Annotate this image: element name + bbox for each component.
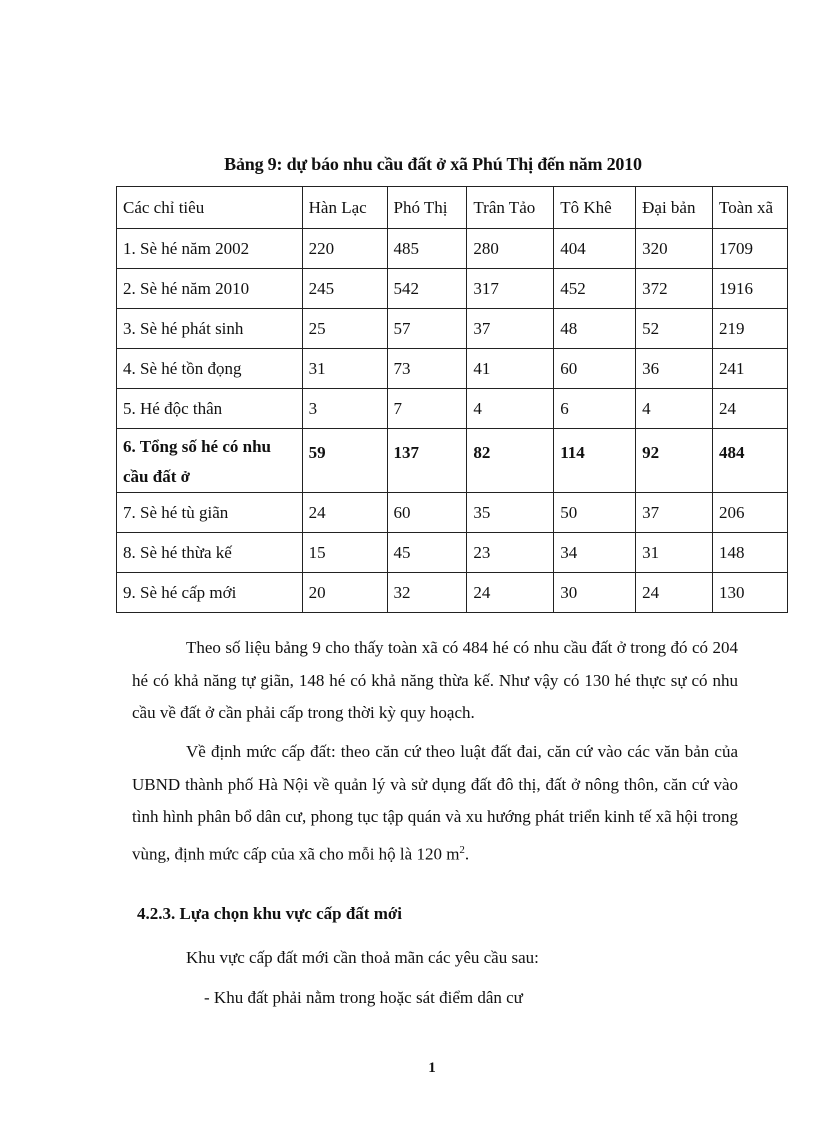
table-cell: 24 [467,573,554,613]
paragraph-1: Theo số liệu bảng 9 cho thấy toàn xã có 484 hé có nhu cầu đất ở trong đó có 204 hé có khả năng tự giãn, 148 hé có khả năng thừa kế. Như vậy có 130 hé thực sự có nhu cầu về đất ở cần phải cấp trong thời kỳ quy hoạch. [132,638,738,722]
table-cell: 34 [554,533,636,573]
table-caption: Bảng 9: dự báo nhu cầu đất ở xã Phú Thị đến năm 2010 [224,154,642,174]
paragraph-2-text: Về định mức cấp đất: theo căn cứ theo luật đất đai, căn cứ vào các văn bản của UBND thành phố Hà Nội về quản lý và sử dụng đất đô thị, đất ở nông thôn, căn cứ vào tình hình phân bổ dân cư, phong tục tập quán và xu hướng phát triển kinh tế xã hội trong vùng, định mức cấp của xã cho mỗi hộ là 120 m [132,742,738,864]
table-cell: 25 [302,309,387,349]
table-cell: 4 [636,389,713,429]
column-header: Các chỉ tiêu [117,187,303,229]
table-cell: 60 [554,349,636,389]
table-cell: 37 [636,493,713,533]
column-header: Đại bản [636,187,713,229]
table-cell: 148 [713,533,788,573]
table-cell: 73 [387,349,467,389]
table-cell: 31 [636,533,713,573]
table-row [117,533,788,573]
column-header: Hàn Lạc [302,187,387,229]
table-cell: 6 [554,389,636,429]
table-cell: 452 [554,269,636,309]
table-cell: 48 [554,309,636,349]
table-cell: 30 [554,573,636,613]
table-cell: 280 [467,229,554,269]
table-cell: 485 [387,229,467,269]
table-row [117,269,788,309]
table-cell: 50 [554,493,636,533]
table-cell: 23 [467,533,554,573]
table-cell: 20 [302,573,387,613]
table-cell: 24 [636,573,713,613]
table-cell: 35 [467,493,554,533]
table-row-total [117,429,788,493]
table-header-row [117,187,788,229]
table-cell: 219 [713,309,788,349]
section-heading: 4.2.3. Lựa chọn khu vực cấp đất mới [137,904,403,923]
row-label: 2. Sè hé năm 2010 [117,269,303,309]
table-cell: 4 [467,389,554,429]
requirement-item: - Khu đất phải nằm trong hoặc sát điểm dân cư [204,988,523,1007]
table-cell: 59 [302,429,387,493]
superscript: 2 [459,843,465,856]
column-header: Trân Tảo [467,187,554,229]
row-label: 1. Sè hé năm 2002 [117,229,303,269]
table-cell: 24 [302,493,387,533]
row-label: 8. Sè hé thừa kế [117,533,303,573]
land-demand-table [116,186,788,613]
table-cell: 320 [636,229,713,269]
table-cell: 372 [636,269,713,309]
table-cell: 24 [713,389,788,429]
table-row [117,309,788,349]
table-cell: 82 [467,429,554,493]
table-cell: 36 [636,349,713,389]
column-header: Toàn xã [713,187,788,229]
table-cell: 317 [467,269,554,309]
paragraph-2 [132,736,738,871]
table-row [117,229,788,269]
table-cell: 484 [713,429,788,493]
table-row [117,493,788,533]
table-cell: 130 [713,573,788,613]
table-row [117,389,788,429]
table-cell: 245 [302,269,387,309]
table-row [117,349,788,389]
column-header: Phó Thị [387,187,467,229]
table-cell: 57 [387,309,467,349]
table-cell: 92 [636,429,713,493]
table-cell: 1916 [713,269,788,309]
table-cell: 60 [387,493,467,533]
table-cell: 41 [467,349,554,389]
table-cell: 542 [387,269,467,309]
table-cell: 7 [387,389,467,429]
row-label: 5. Hé độc thân [117,389,303,429]
row-label: 3. Sè hé phát sinh [117,309,303,349]
table-cell: 45 [387,533,467,573]
requirements-intro: Khu vực cấp đất mới cần thoả mãn các yêu cầu sau: [186,948,539,967]
table-cell: 114 [554,429,636,493]
paragraph-2-end: . [464,844,470,864]
table-cell: 52 [636,309,713,349]
table-cell: 137 [387,429,467,493]
table-cell: 206 [713,493,788,533]
table-cell: 404 [554,229,636,269]
table-cell: 15 [302,533,387,573]
column-header: Tô Khê [554,187,636,229]
table-cell: 32 [387,573,467,613]
table-cell: 31 [302,349,387,389]
page-number: 1 [428,1060,436,1076]
table-cell: 241 [713,349,788,389]
table-cell: 37 [467,309,554,349]
row-label: 4. Sè hé tồn đọng [117,349,303,389]
table-cell: 1709 [713,229,788,269]
table-cell: 220 [302,229,387,269]
row-label: 6. Tổng số hé có nhu cầu đất ở [117,429,303,493]
row-label: 9. Sè hé cấp mới [117,573,303,613]
table-cell: 3 [302,389,387,429]
row-label: 7. Sè hé tù giãn [117,493,303,533]
table-row [117,573,788,613]
